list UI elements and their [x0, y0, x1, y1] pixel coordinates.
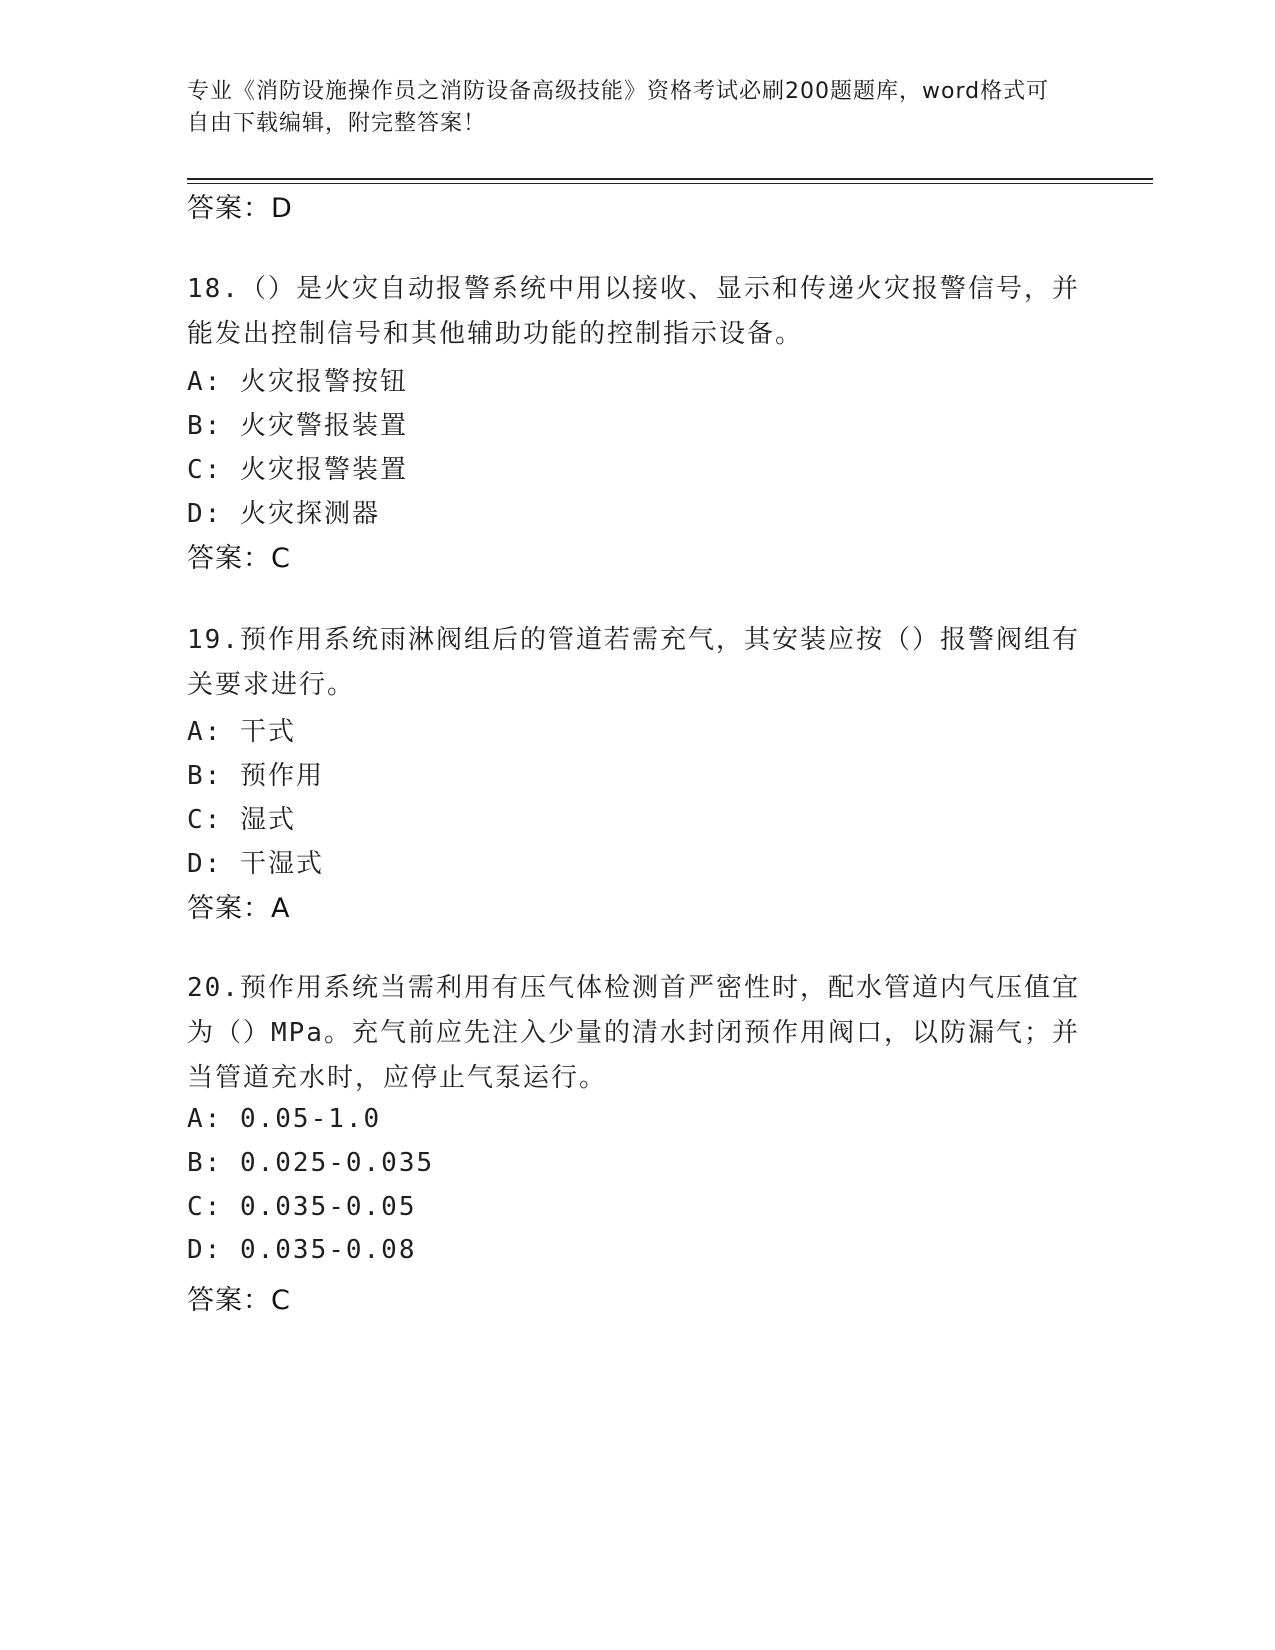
question-19-option-b: B: 预作用: [187, 761, 324, 791]
question-20-stem: 20.预作用系统当需利用有压气体检测首严密性时，配水管道内气压值宜为（）MPa。充气前应先注入少量的清水封闭预作用阀口，以防漏气；并当管道充水时，应停止气泵运行。: [187, 973, 1080, 1093]
question-18-option-c: C: 火灾报警装置: [187, 455, 408, 485]
question-20-answer: 答案：C: [187, 1285, 291, 1316]
question-19-option-c: C: 湿式: [187, 805, 296, 835]
previous-answer: 答案：D: [187, 193, 293, 224]
header-divider-thin: [187, 183, 1153, 184]
question-20-option-b: B: 0.025-0.035: [187, 1148, 435, 1178]
document-header: 专业《消防设施操作员之消防设备高级技能》资格考试必刷200题题库，word格式可自由下载编辑，附完整答案！: [187, 79, 1050, 136]
question-19-option-a: A: 干式: [187, 717, 296, 747]
question-18-answer: 答案：C: [187, 543, 291, 574]
question-19-option-d: D: 干湿式: [187, 849, 324, 879]
question-19-stem: 19.预作用系统雨淋阀组后的管道若需充气，其安装应按（）报警阀组有关要求进行。: [187, 625, 1080, 700]
question-18-option-b: B: 火灾警报装置: [187, 411, 408, 441]
question-20-option-c: C: 0.035-0.05: [187, 1192, 417, 1222]
question-18-option-d: D: 火灾探测器: [187, 499, 380, 529]
header-divider: [187, 178, 1153, 180]
question-18-option-a: A: 火灾报警按钮: [187, 367, 408, 397]
question-20-option-a: A: 0.05-1.0: [187, 1104, 382, 1134]
question-18-stem: 18.（）是火灾自动报警系统中用以接收、显示和传递火灾报警信号，并能发出控制信号和其他辅助功能的控制指示设备。: [187, 274, 1080, 349]
question-20-option-d: D: 0.035-0.08: [187, 1235, 417, 1265]
question-19-answer: 答案：A: [187, 893, 291, 924]
